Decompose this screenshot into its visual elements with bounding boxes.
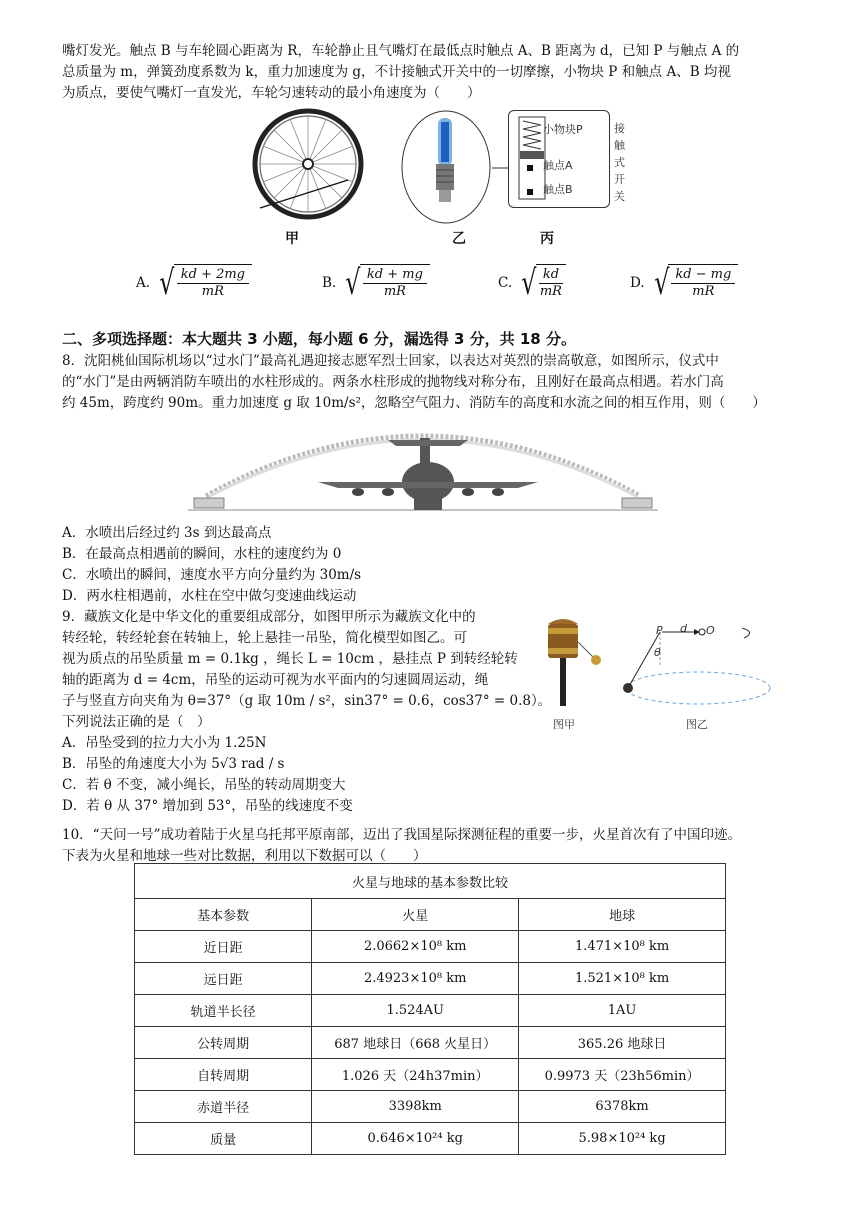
label-block-p: 小物块P [543,123,583,136]
q7-option-d[interactable] [630,264,738,302]
table-header: 基本参数 [135,899,312,931]
table-cell: 0.9973 天（23h56min） [519,1059,726,1091]
valve-light-figure [400,108,492,226]
q8-text-line-2: 的“水门”是由两辆消防车喷出的水柱形成的。两条水柱形成的抛物线对称分布，且刚好在最高点相遇。若水门高 [62,374,724,390]
table-cell: 质量 [135,1123,312,1155]
option-letter: C. [498,275,513,291]
numerator: kd [539,267,563,284]
sqrt-expression: √ $\frac{kd}{mR}$ [518,264,566,302]
q8-option-d[interactable]: D．两水柱相遇前，水柱在空中做匀变速曲线运动 [62,588,357,604]
denominator: mR [201,284,224,299]
sqrt-expression: √ $\frac{kd - mg}{mR}$ [651,264,739,302]
table-row [135,995,726,1027]
numerator: kd − mg [671,267,735,284]
figure-label-yi-2: 图乙 [686,718,708,731]
table-title: 火星与地球的基本参数比较 [135,864,726,899]
table-header: 地球 [519,899,726,931]
table-cell: 1AU [519,995,726,1027]
option-letter: A. [136,275,151,291]
table-row [135,1091,726,1123]
table-title-row [135,864,726,899]
q10-text-line-1: 10．“天问一号”成功着陆于火星乌托邦平原南部，迈出了我国星际探测征程的重要一步，火星首次有了中国印迹。 [62,827,741,843]
q9-text-line-1: 9．藏族文化是中华文化的重要组成部分，如图甲所示为藏族文化中的 [62,609,476,625]
q7-option-c[interactable] [498,264,566,302]
table-cell: 轨道半长径 [135,995,312,1027]
contact-switch-box [508,110,610,208]
table-header-row [135,899,726,931]
table-row [135,931,726,963]
q9-text-line-6: 下列说法正确的是（ ） [62,714,211,730]
q8-text-line-1: 8．沈阳桃仙国际机场以“过水门”最高礼遇迎接志愿军烈士回家，以表达对英烈的崇高敬意，如图所示，仪式中 [62,353,719,369]
numerator: kd + 2mg [177,267,249,284]
table-cell: 1.471×10⁸ km [519,931,726,963]
q8-option-b[interactable]: B．在最高点相遇前的瞬间，水柱的速度约为 0 [62,546,342,562]
water-gate-figure [188,414,658,516]
table-cell: 1.026 天（24h37min） [312,1059,519,1091]
q8-option-c[interactable]: C．水喷出的瞬间，速度水平方向分量约为 30m/s [62,567,362,583]
denominator: mR [383,284,406,299]
q9-option-a[interactable]: A．吊坠受到的拉力大小为 1.25N [62,735,267,751]
table-cell: 远日距 [135,963,312,995]
q8-option-a[interactable]: A．水喷出后经过约 3s 到达最高点 [62,525,272,541]
q7-text-line-1: 嘴灯发光。触点 B 与车轮圆心距离为 R，车轮静止且气嘴灯在最低点时触点 A、B 距离为 d，已知 P 与触点 A 的 [62,43,740,59]
pendulum-model-figure [614,618,794,714]
denominator: mR [692,284,715,299]
table-cell: 687 地球日（668 火星日） [312,1027,519,1059]
q7-option-b[interactable] [322,264,430,302]
q9-option-c[interactable]: C．若 θ 不变，减小绳长，吊坠的转动周期变大 [62,777,346,793]
table-cell: 公转周期 [135,1027,312,1059]
table-row [135,963,726,995]
label-contact-a: 触点A [543,159,573,172]
q10-text-line-2: 下表为火星和地球一些对比数据，利用以下数据可以（ ） [62,848,427,864]
comparison-table [134,863,726,1155]
label-theta: θ [654,646,661,659]
table-cell: 1.521×10⁸ km [519,963,726,995]
prayer-wheel-figure [540,614,610,710]
table-cell: 6378km [519,1091,726,1123]
figure-label-bing: 丙 [540,231,554,247]
label-contact-switch: 接触式开关 [614,122,625,203]
table-cell: 赤道半径 [135,1091,312,1123]
q9-text-line-2: 转经轮，转经轮套在转轴上，轮上悬挂一吊坠，简化模型如图乙。可 [62,630,467,646]
table-cell: 365.26 地球日 [519,1027,726,1059]
figure-label-jia: 甲 [285,231,299,247]
figure-label-yi: 乙 [452,231,466,247]
label-o: O [706,624,715,637]
denominator: mR [539,284,562,299]
table-cell: 0.646×10²⁴ kg [312,1123,519,1155]
table-cell: 1.524AU [312,995,519,1027]
q7-text-line-2: 总质量为 m，弹簧劲度系数为 k，重力加速度为 g，不计接触式开关中的一切摩擦，小物块 P 和触点 A、B 均视 [62,64,731,80]
table-cell: 3398km [312,1091,519,1123]
bicycle-wheel-figure [252,108,364,220]
table-cell: 2.0662×10⁸ km [312,931,519,963]
option-letter: D. [630,275,645,291]
label-p: P [656,624,663,637]
table-cell: 近日距 [135,931,312,963]
table-row [135,1123,726,1155]
q8-text-line-3: 约 45m，跨度约 90m。重力加速度 g 取 10m/s²，忽略空气阻力、消防车的高度和水流之间的相互作用，则（ ） [62,395,766,411]
label-d: d [680,622,687,635]
table-row [135,1027,726,1059]
q9-text-line-3: 视为质点的吊坠质量 m = 0.1kg ，绳长 L = 10cm ，悬挂点 P 到转经轮转 [62,651,518,667]
figure-label-jia-2: 图甲 [553,718,575,731]
option-letter: B. [322,275,337,291]
q9-option-b[interactable]: B．吊坠的角速度大小为 5√3 rad / s [62,756,285,772]
table-cell: 自转周期 [135,1059,312,1091]
q9-text-line-4: 轴的距离为 d = 4cm，吊坠的运动可视为水平面内的匀速圆周运动，绳 [62,672,489,688]
sqrt-expression: √ $\frac{kd + mg}{mR}$ [342,264,430,302]
q7-option-a[interactable] [136,264,252,302]
q9-option-d[interactable]: D．若 θ 从 37° 增加到 53°，吊坠的线速度不变 [62,798,353,814]
table-cell: 5.98×10²⁴ kg [519,1123,726,1155]
sqrt-expression: √ $\frac{kd + 2mg}{mR}$ [156,264,252,302]
table-header: 火星 [312,899,519,931]
table-row [135,1059,726,1091]
section-heading: 二、多项选择题：本大题共 3 小题，每小题 6 分，漏选得 3 分，共 18 分。 [62,330,576,348]
numerator: kd + mg [363,267,427,284]
q7-text-line-3: 为质点，要使气嘴灯一直发光，车轮匀速转动的最小角速度为（ ） [62,85,481,101]
q9-text-line-5: 子与竖直方向夹角为 θ=37°（g 取 10m / s²，sin37° = 0.6，cos37° = 0.8）。 [62,693,552,709]
label-contact-b: 触点B [543,183,573,196]
table-cell: 2.4923×10⁸ km [312,963,519,995]
